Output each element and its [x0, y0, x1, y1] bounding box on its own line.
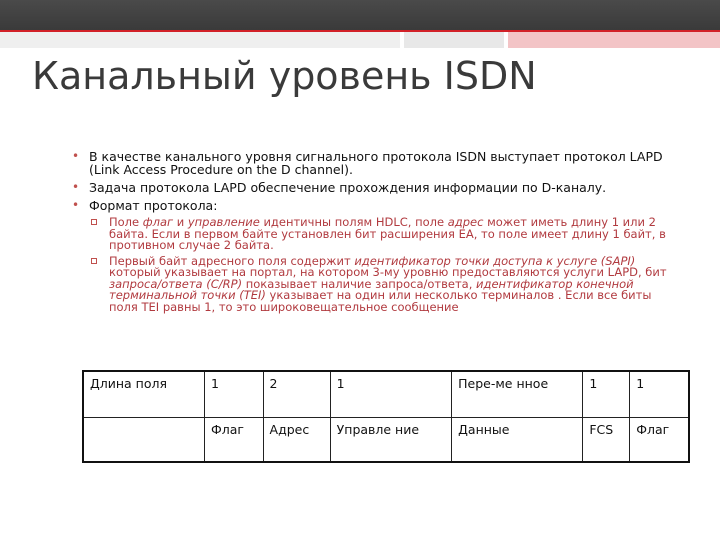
table-cell: 1: [205, 371, 264, 418]
term-address: адрес: [447, 215, 484, 229]
text-run: Поле: [109, 215, 143, 229]
table-cell: Длина поля: [83, 371, 205, 418]
table-cell: FCS: [583, 418, 630, 463]
sub-bullet-item: [72, 253, 672, 314]
table-cell: 1: [583, 371, 630, 418]
accent-bar: [0, 30, 720, 48]
square-bullet-icon: [91, 258, 97, 264]
top-bar: [0, 0, 720, 30]
accent-segment-pink: [508, 30, 720, 48]
term-tei: идентификатор конечной терминальной точки (TEI): [109, 276, 634, 302]
table-cell: Управле ние: [330, 418, 451, 463]
accent-line-red: [0, 30, 720, 32]
bullet-item: • Формат протокола:: [72, 199, 672, 212]
text-run: может иметь длину 1 или 2 байта. Если в первом байте установлен бит расширения EA, то поле имеет длину 1 байт, в противном случае 2 байта.: [109, 215, 666, 252]
frame-format-table: [82, 370, 690, 463]
table-cell: Данные: [452, 418, 583, 463]
table-cell: 1: [330, 371, 451, 418]
table-cell: 2: [263, 371, 330, 418]
term-sapi: идентификатор точки доступа к услуге (SAPI): [354, 253, 636, 268]
accent-segment-gray-2: [404, 30, 504, 48]
text-run: который указывает на портал, на котором 3-му уровню предоставляются услуги LAPD, бит: [109, 265, 667, 279]
table-cell: Флаг: [630, 418, 689, 463]
term-control: управление: [187, 215, 260, 229]
text-run: показывает наличие запроса/ответа,: [242, 276, 477, 291]
table-cell: Флаг: [205, 418, 264, 463]
table-cell: 1: [630, 371, 689, 418]
text-run: и: [173, 215, 188, 229]
bullet-item: • В качестве канального уровня сигнального протокола ISDN выступает протокол LAPD (Link Access Procedure on the D channel).: [72, 150, 672, 176]
table-cell: Пере-ме нное: [452, 371, 583, 418]
square-bullet-icon: [91, 219, 97, 225]
slide-title: Канальный уровень ISDN: [32, 54, 537, 98]
table-row: [83, 371, 689, 418]
text-run: идентичны полям HDLC, поле: [259, 215, 448, 229]
bullet-item: • Задача протокола LAPD обеспечение прохождения информации по D-каналу.: [72, 181, 672, 194]
accent-segment-gray: [0, 30, 400, 48]
table-cell: Адрес: [263, 418, 330, 463]
table-row: [83, 418, 689, 463]
term-flag: флаг: [142, 215, 174, 229]
slide-content: [72, 150, 672, 317]
term-crp: запроса/ответа (C/RP): [109, 276, 243, 291]
table-cell: [83, 418, 205, 463]
text-run: Первый байт адресного поля содержит: [109, 253, 355, 268]
sub-bullet-item: [72, 217, 672, 252]
text-run: указывает на один или несколько терминалов . Если все биты поля TEI равны 1, то это широковещательное сообщение: [109, 288, 652, 314]
